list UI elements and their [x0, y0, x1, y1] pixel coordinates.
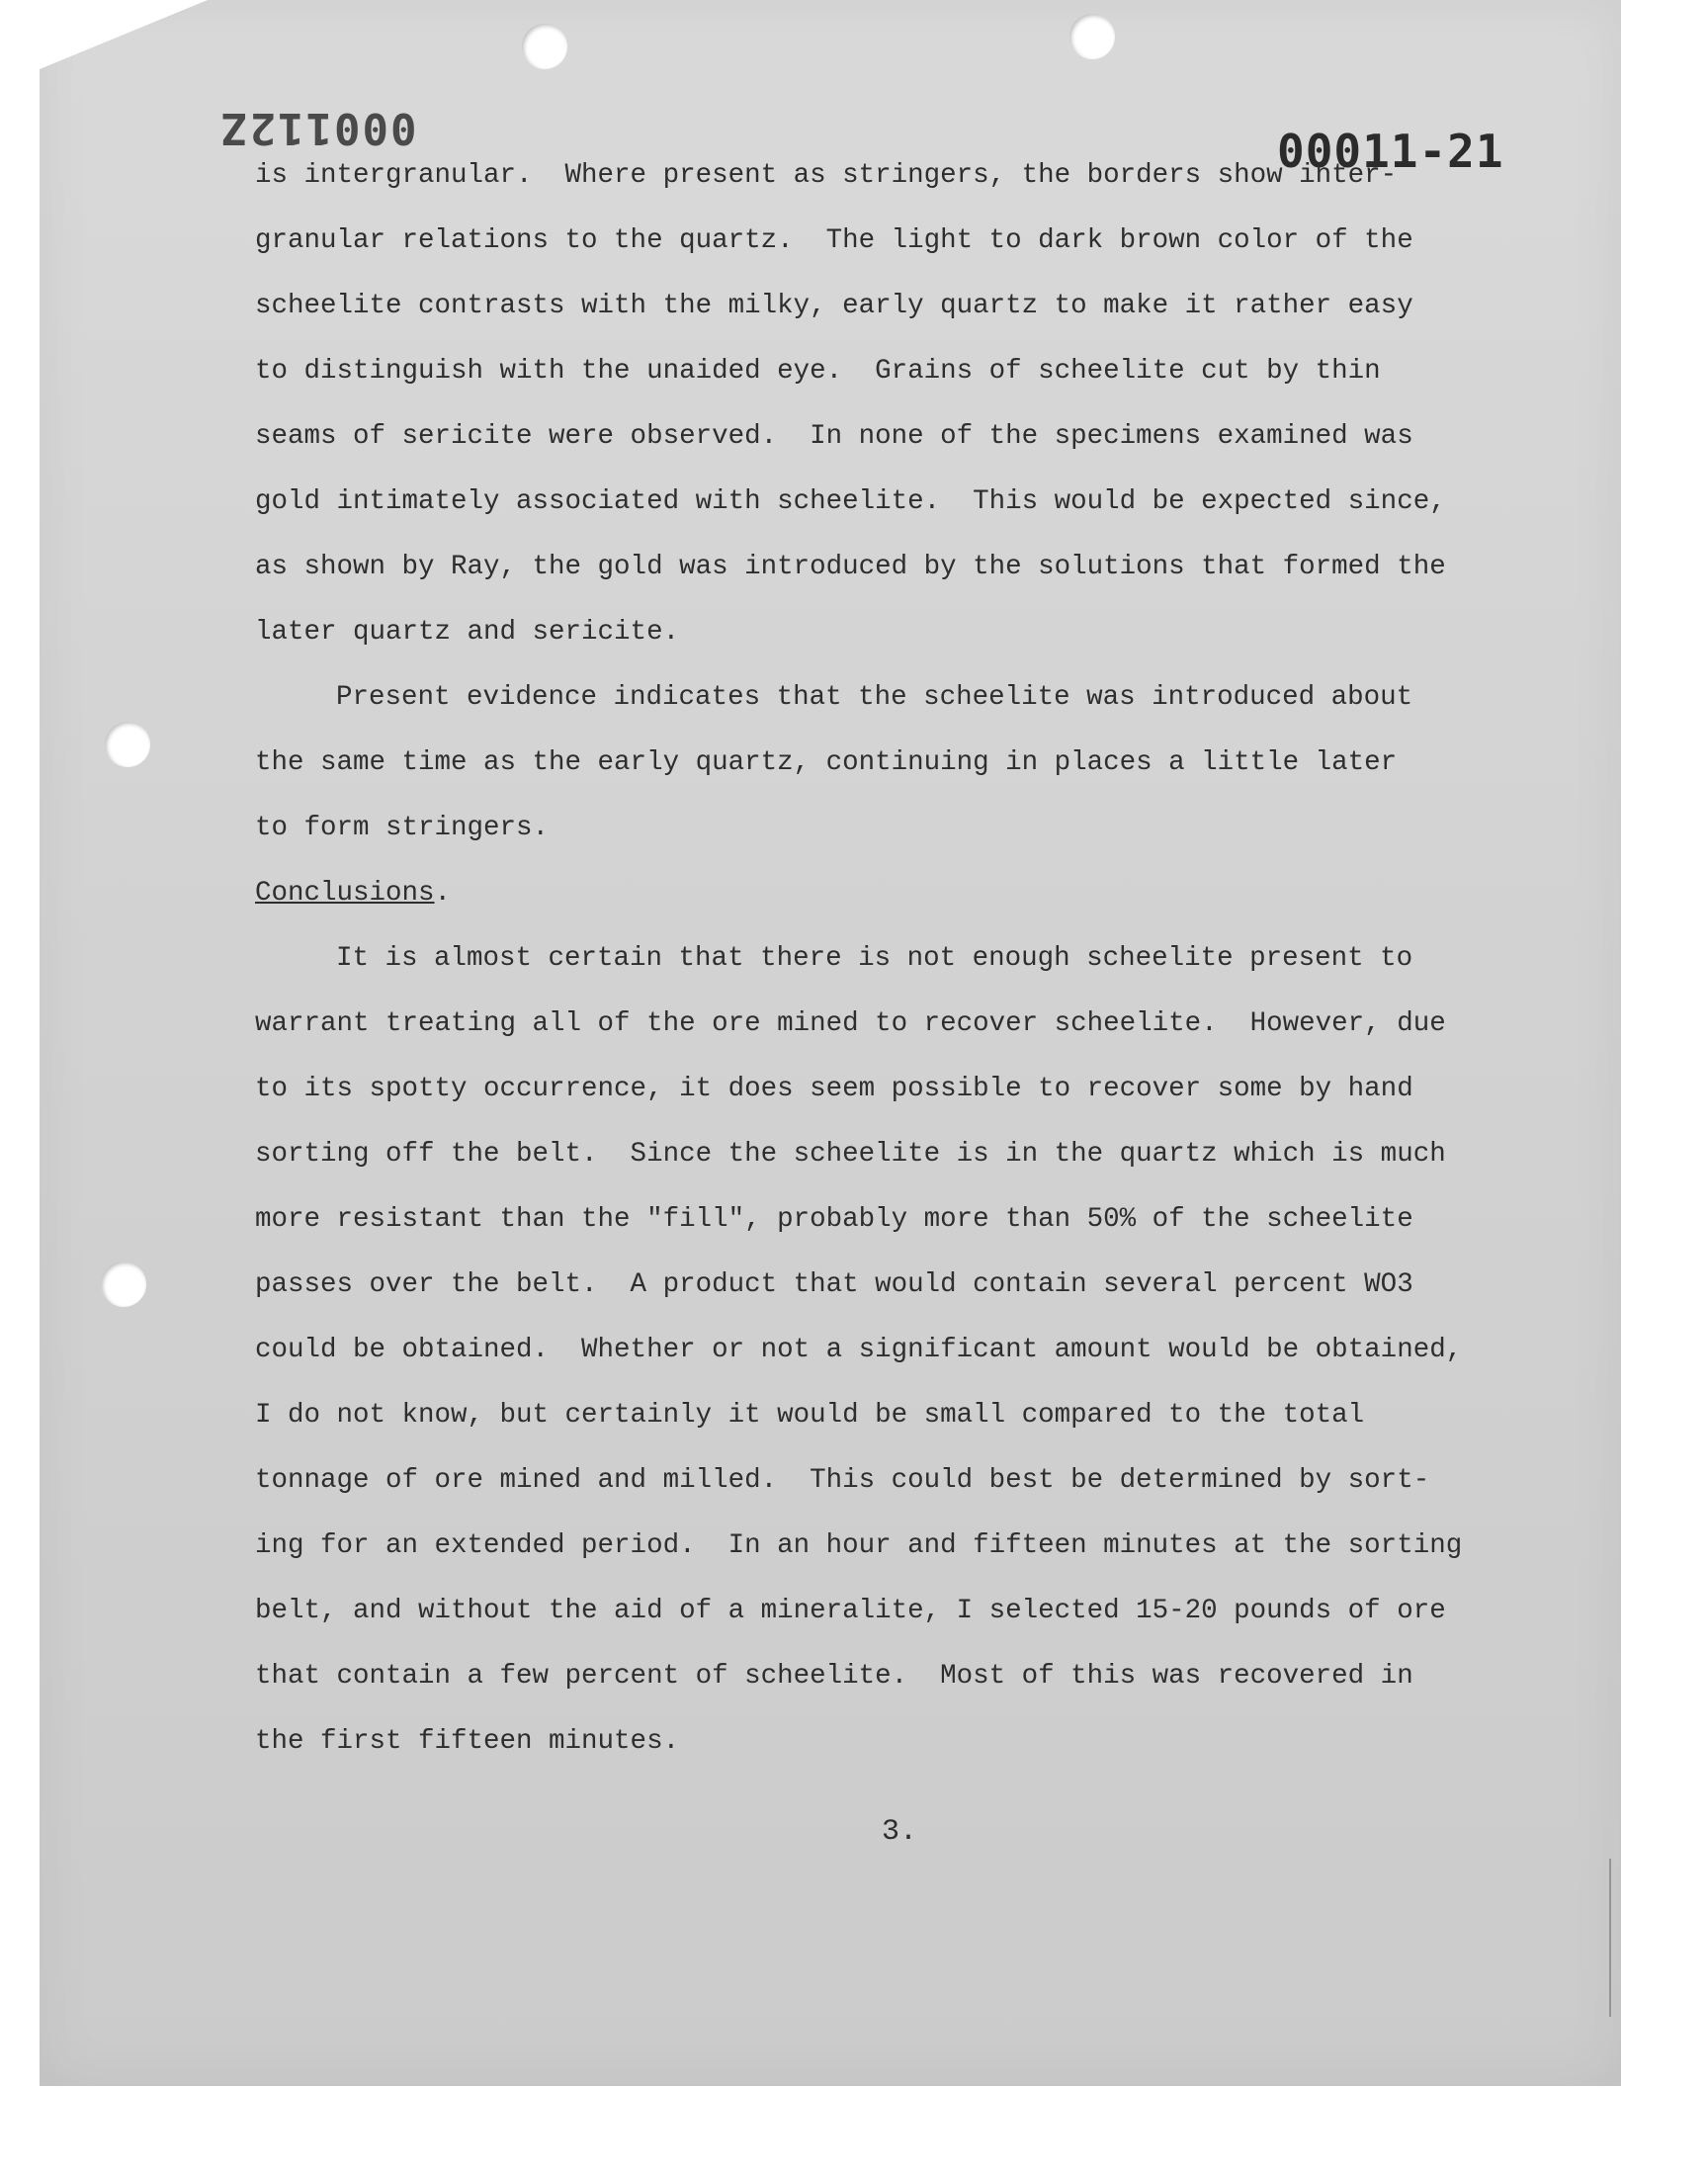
punch-hole-icon — [522, 24, 567, 69]
text-line: granular relations to the quartz. The light to dark brown color of the — [255, 225, 1413, 256]
rotated-page-stamp: 000112Z — [219, 103, 417, 153]
text-line: tonnage of ore mined and milled. This could best be determined by sort- — [255, 1465, 1430, 1496]
text-line: ing for an extended period. In an hour and fifteen minutes at the sorting — [255, 1530, 1463, 1561]
text-line: I do not know, but certainly it would be small compared to the total — [255, 1400, 1365, 1431]
text-line: is intergranular. Where present as stringers, the borders show inter- — [255, 160, 1398, 191]
text-line: the same time as the early quartz, continuing in places a little later — [255, 747, 1398, 778]
document-body — [255, 143, 1491, 1775]
page-stamp-number: 00011-21 — [1277, 125, 1504, 178]
paragraph-conclusions — [255, 926, 1491, 1775]
heading-period: . — [434, 878, 452, 909]
text-line: sorting off the belt. Since the scheelite is in the quartz which is much — [255, 1139, 1446, 1170]
paragraph-intergranular — [255, 143, 1491, 665]
punch-hole-icon — [105, 722, 150, 767]
paragraph-present-evidence — [255, 665, 1491, 861]
text-line: belt, and without the aid of a mineralite, I selected 15-20 pounds of ore — [255, 1596, 1446, 1626]
page-edge-mark — [1609, 1859, 1611, 2017]
text-line: to its spotty occurrence, it does seem possible to recover some by hand — [255, 1074, 1413, 1104]
page-number: 3. — [882, 1815, 918, 1849]
text-line: warrant treating all of the ore mined to recover scheelite. However, due — [255, 1008, 1446, 1039]
section-heading — [255, 861, 1491, 926]
text-line: more resistant than the "fill", probably more than 50% of the scheelite — [255, 1204, 1413, 1235]
text-line: scheelite contrasts with the milky, early quartz to make it rather easy — [255, 291, 1413, 321]
text-line: could be obtained. Whether or not a significant amount would be obtained, — [255, 1335, 1463, 1365]
text-line: to form stringers. — [255, 813, 550, 843]
punch-hole-icon — [1069, 14, 1115, 59]
text-line: Present evidence indicates that the scheelite was introduced about — [336, 682, 1413, 713]
text-line: later quartz and sericite. — [255, 617, 680, 648]
text-line: gold intimately associated with scheelite. This would be expected since, — [255, 486, 1446, 517]
torn-corner — [40, 0, 208, 69]
punch-hole-icon — [101, 1262, 146, 1307]
text-line: that contain a few percent of scheelite. Most of this was recovered in — [255, 1661, 1413, 1692]
text-line: seams of sericite were observed. In none of the specimens examined was — [255, 421, 1413, 452]
text-line: the first fifteen minutes. — [255, 1726, 680, 1757]
text-line: It is almost certain that there is not enough scheelite present to — [336, 943, 1413, 974]
text-line: passes over the belt. A product that would contain several percent WO3 — [255, 1269, 1413, 1300]
heading-text: Conclusions — [255, 878, 435, 909]
text-line: as shown by Ray, the gold was introduced by the solutions that formed the — [255, 552, 1446, 582]
text-line: to distinguish with the unaided eye. Grains of scheelite cut by thin — [255, 356, 1381, 387]
